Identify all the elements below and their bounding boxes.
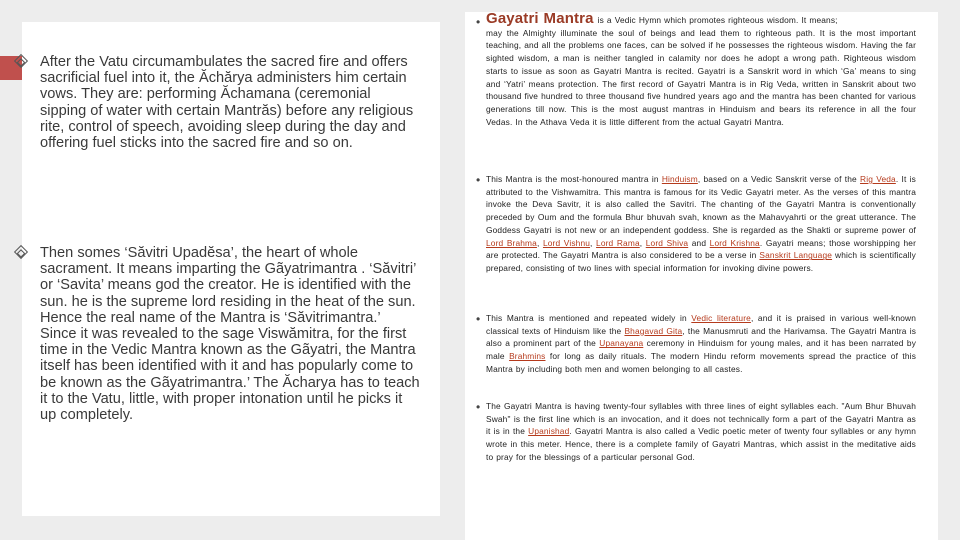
left-bullet-text: After the Vatu circumambulates the sacred fire and offers sacrificial fuel into it, the Ăchărya administers him certain vows. They are: performing Ăchamana (ceremonial sipping of water with certain Mantrăs) before any religious rite, control of speech, avoiding sleep during the day and offering fuel sticks into the sacred fire and so on. [40,54,414,152]
right-bullet-gayatri-intro [476,10,916,128]
link-brahmins[interactable]: Brahmins [509,351,546,362]
diamond-bullet-icon [14,245,28,259]
left-bullet-savitri [12,245,420,423]
paragraph: This Mantra is the most-honoured mantra in Hinduism, based on a Vedic Sanskrit verse of the Rig Veda. It is attributed to the Vishwamitra. This mantra is famous for its Vedic Gayatri meter. As the verses of this mantra invoke the Deva Savitr, it is also called the Savitri. The chanting of the Gayatri Mantra is conventionally preceded by Oum and the formula Bhur bhuvah svah, known as the Mahavyahrti or the great utterance. The Goddess Gayatri is not new or an independent goddess. She is regarded as the Shakti or supreme power of Lord Brahma, Lord Vishnu, Lord Rama, Lord Shiva and Lord Krishna. Gayatri means; those worshipping her are protected. The Gayatri Mantra is also considered to be a verse in Sanskrit Language which is scientifically prepared, consisting of two lines with special information for invoking divine powers. [486,174,917,273]
left-bullet-text: Then somes ‘Săvitri Upadĕsa’, the heart of whole sacrament. It means imparting the Gãyatrimantra . ‘Săvitri’ or ‘Savita’ means god the creator. He is identified with the sun. he is the supreme lord residing in the heat of the sun. Hence the real name of the Mantra is ‘Săvitrimantra.’ Since it was revealed to the sage Viswămitra, for the first time in the Vedic Mantra known as the Gãyatri, the Mantra itself has been identified with it and has popularly come to be known as the Gãyatrimantra.’ The Ăcharya has to teach it to the Vatu, little, with proper intonation until he picks it up completely. [40,245,420,424]
paragraph: Gayatri Mantra is a Vedic Hymn which promotes righteous wisdom. It means; may the Almighty illuminate the soul of beings and lead them to righteous path. It is the most important teaching, and all the problems one faces, can be solved if he possesses the righteous wisdom. Having the far sighted wisdom, a man is neither tangled in calamity nor does he adopt a wrong path. Righteous wisdom starts to issue as soon as Gayatri Mantra is recited. Gayatri is a Sanskrit word in which ‘Ga’ means to sing and ‘Yatri’ means protection. The first record of Gayatri Mantra is in Rig Veda, written in Sanskrit about two thousand five hundred to three thousand five hundred years ago and the mantra has been chanted for various generations till now. This is the most august mantras in Hinduism and bears its reference in all the four Vedas. In the Athava Veda it is little different from the actual Gayatri Mantra. [486,10,916,127]
bullet-dot-icon: • [476,400,481,414]
link-rig-veda[interactable]: Rig Veda [860,174,896,184]
link-lord-vishnu[interactable]: Lord Vishnu [542,237,591,248]
right-bullet-vedic-literature [476,312,916,376]
paragraph: The Gayatri Mantra is having twenty-four syllables with three lines of eight syllables each. "Aum Bhur Bhuvah Swah" is the first line which is an invocation, and it does not technically form a part of the Gayatri Mantra as it is in the Upanishad. Gayatri Mantra is also called a Vedic poetic meter of twenty four syllables or any hymn wrote in this meter. Hence, there is a complete family of Gayatri Mantras, which assist in the meditative aids to pray for the blessings of a particular personal God. [486,401,916,462]
left-bullet-vows [12,54,420,151]
link-sanskrit-language[interactable]: Sanskrit Language [759,250,833,261]
link-bhagavad-gita[interactable]: Bhagavad Gita [624,325,683,336]
paragraph: This Mantra is mentioned and repeated widely in Vedic literature, and it is praised in various well-known classical texts of Hinduism like the Bhagavad Gita, the Manusmruti and the Harivamsa. The Gayatri Mantra is also a prominent part of the Upanayana ceremony in Hinduism for young males, and it has been narrated by male Brahmins for long as daily rituals. The modern Hindu reform movements spread the practice of this Mantra by including both men and women belonging to all castes. [486,313,917,374]
bullet-dot-icon: • [476,312,481,326]
link-lord-shiva[interactable]: Lord Shiva [645,237,689,248]
diamond-bullet-icon [14,54,28,68]
link-lord-krishna[interactable]: Lord Krishna [709,237,760,248]
link-upanishad[interactable]: Upanishad [528,426,570,437]
bullet-dot-icon: • [476,173,481,187]
link-lord-rama[interactable]: Lord Rama [596,237,640,248]
link-hinduism[interactable]: Hinduism [661,174,698,184]
right-bullet-most-honoured [476,173,916,275]
link-vedic-literature[interactable]: Vedic literature [691,313,751,323]
gayatri-mantra-heading: Gayatri Mantra [486,10,594,27]
link-lord-brahma[interactable]: Lord Brahma [486,237,537,248]
bullet-dot-icon: • [476,15,481,29]
right-bullet-syllables [476,400,916,464]
link-upanayana[interactable]: Upanayana [599,338,644,349]
